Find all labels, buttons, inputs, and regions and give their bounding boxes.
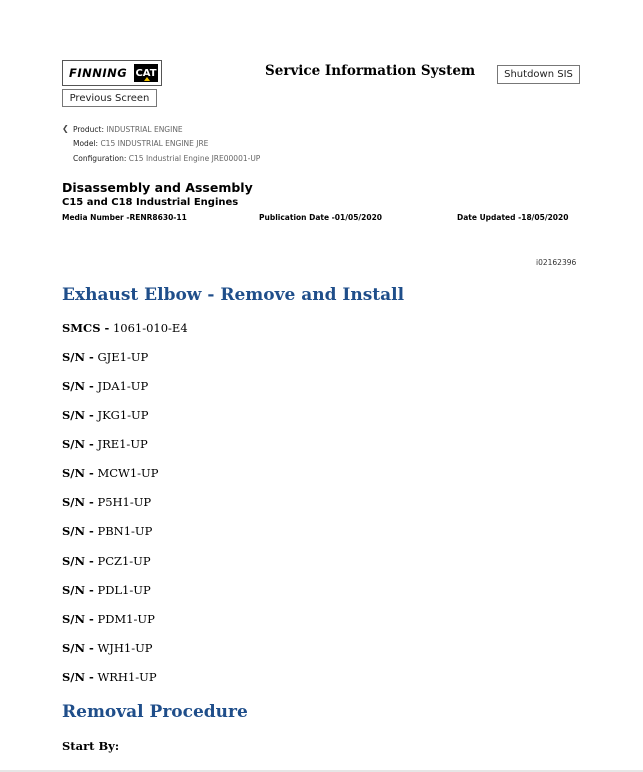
start-by-label [62,739,119,753]
shutdown-sis-button[interactable]: Shutdown SIS [497,65,580,84]
cat-badge [134,64,158,82]
removal-procedure-heading: Removal Procedure [62,702,248,722]
serial-line [62,641,153,655]
serial-value: JKG1-UP [97,408,149,422]
sn-label: S/N - [62,554,94,568]
serial-value: GJE1-UP [97,350,149,364]
serial-value: JDA1-UP [97,379,149,393]
sn-label: S/N - [62,466,94,480]
document-title: Disassembly and Assembly [62,180,253,195]
serial-value: PBN1-UP [97,524,153,538]
media-number: Media Number -RENR8630-11 [62,213,187,222]
system-title: Service Information System [265,63,476,79]
serial-line [62,408,148,422]
breadcrumb-model[interactable] [73,139,208,148]
sn-label: S/N - [62,641,94,655]
product-label: Product: [73,125,105,134]
document-subtitle: C15 and C18 Industrial Engines [62,197,239,208]
sn-label: S/N - [62,408,94,422]
previous-screen-button[interactable]: Previous Screen [62,89,157,107]
date-updated: Date Updated -18/05/2020 [457,213,569,222]
page-heading: Exhaust Elbow - Remove and Install [62,285,405,305]
serial-value: PDM1-UP [97,612,155,626]
document-id: i02162396 [536,258,577,267]
serial-value: PDL1-UP [97,583,151,597]
sn-label: S/N - [62,350,94,364]
cat-badge-text: CAT [135,67,157,79]
back-chevron-icon[interactable]: ❮ [62,124,69,133]
sn-label: S/N - [62,583,94,597]
configuration-label: Configuration: [73,154,127,163]
serial-value: PCZ1-UP [97,554,151,568]
serial-line [62,670,157,684]
serial-line [62,554,151,568]
model-value: C15 INDUSTRIAL ENGINE JRE [100,139,209,148]
smcs-line [62,321,188,335]
serial-line [62,583,151,597]
configuration-value: C15 Industrial Engine JRE00001-UP [128,154,261,163]
sn-label: S/N - [62,379,94,393]
sn-label: S/N - [62,612,94,626]
logo-text: FINNING [69,66,128,80]
smcs-label: SMCS - [62,321,110,335]
serial-line [62,524,152,538]
smcs-value: 1061-010-E4 [112,321,188,335]
serial-line [62,379,148,393]
product-value: INDUSTRIAL ENGINE [106,125,183,134]
sn-label: S/N - [62,495,94,509]
serial-value: MCW1-UP [97,466,159,480]
sn-label: S/N - [62,437,94,451]
serial-line [62,466,158,480]
finning-cat-logo [62,60,162,86]
serial-line [62,350,148,364]
serial-value: WJH1-UP [97,641,153,655]
sn-label: S/N - [62,524,94,538]
serial-value: WRH1-UP [97,670,157,684]
model-label: Model: [73,139,99,148]
breadcrumb-product[interactable] [73,125,183,134]
sn-label: S/N - [62,670,94,684]
serial-line [62,612,155,626]
serial-line [62,437,148,451]
serial-value: P5H1-UP [97,495,152,509]
serial-line [62,495,151,509]
breadcrumb-configuration[interactable] [73,154,260,163]
start-by-text: Start By: [62,739,120,753]
serial-value: JRE1-UP [97,437,148,451]
publication-date: Publication Date -01/05/2020 [259,213,383,222]
